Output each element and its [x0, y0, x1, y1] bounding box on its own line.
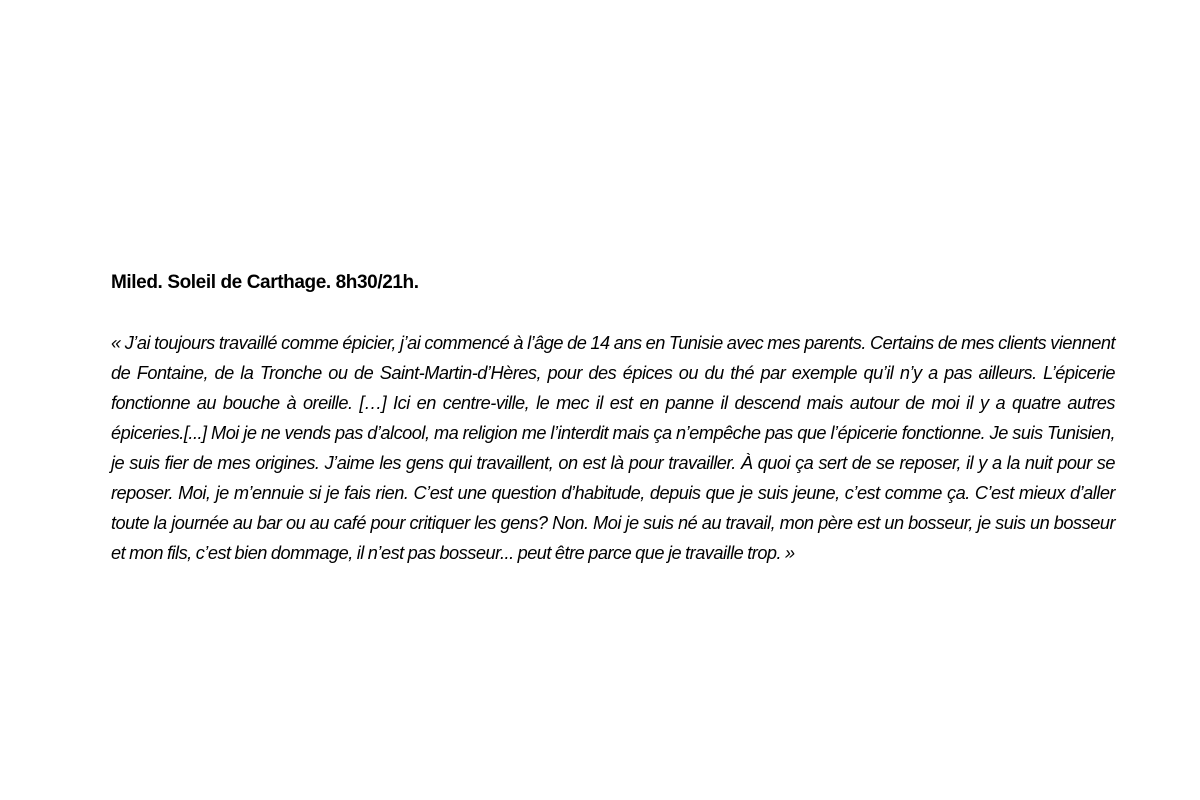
quote-paragraph: « J’ai toujours travaillé comme épicier, j’ai commencé à l’âge de 14 ans en Tunisie avec mes parents. Certains de mes clients viennent de Fontaine, de la Tronche ou de Saint-Martin-d’Hères, pour des épices ou du thé par exemple qu’il n’y a pas ailleurs. L’épicerie fonctionne au bouche à oreille. […] Ici en centre-ville, le mec il est en panne il descend mais autour de moi il y a quatre autres épiceries.[...] Moi je ne vends pas d’alcool, ma religion me l’interdit mais ça n’empêche pas que l’épicerie fonctionne. Je suis Tunisien, je suis fier de mes origines. J’aime les gens qui travaillent, on est là pour travailler. À quoi ça sert de se reposer, il y a la nuit pour se reposer. Moi, je m’ennuie si je fais rien. C’est une question d’habitude, depuis que je suis jeune, c’est comme ça. C’est mieux d’aller toute la journée au bar ou au café pour critiquer les gens? Non. Moi je suis né au travail, mon père est un bosseur, je suis un bosseur et mon fils, c’est bien dommage, il n’est pas bosseur... peut être parce que je travaille trop. »: [111, 333, 1115, 563]
page-title: Miled. Soleil de Carthage. 8h30/21h.: [111, 272, 419, 293]
